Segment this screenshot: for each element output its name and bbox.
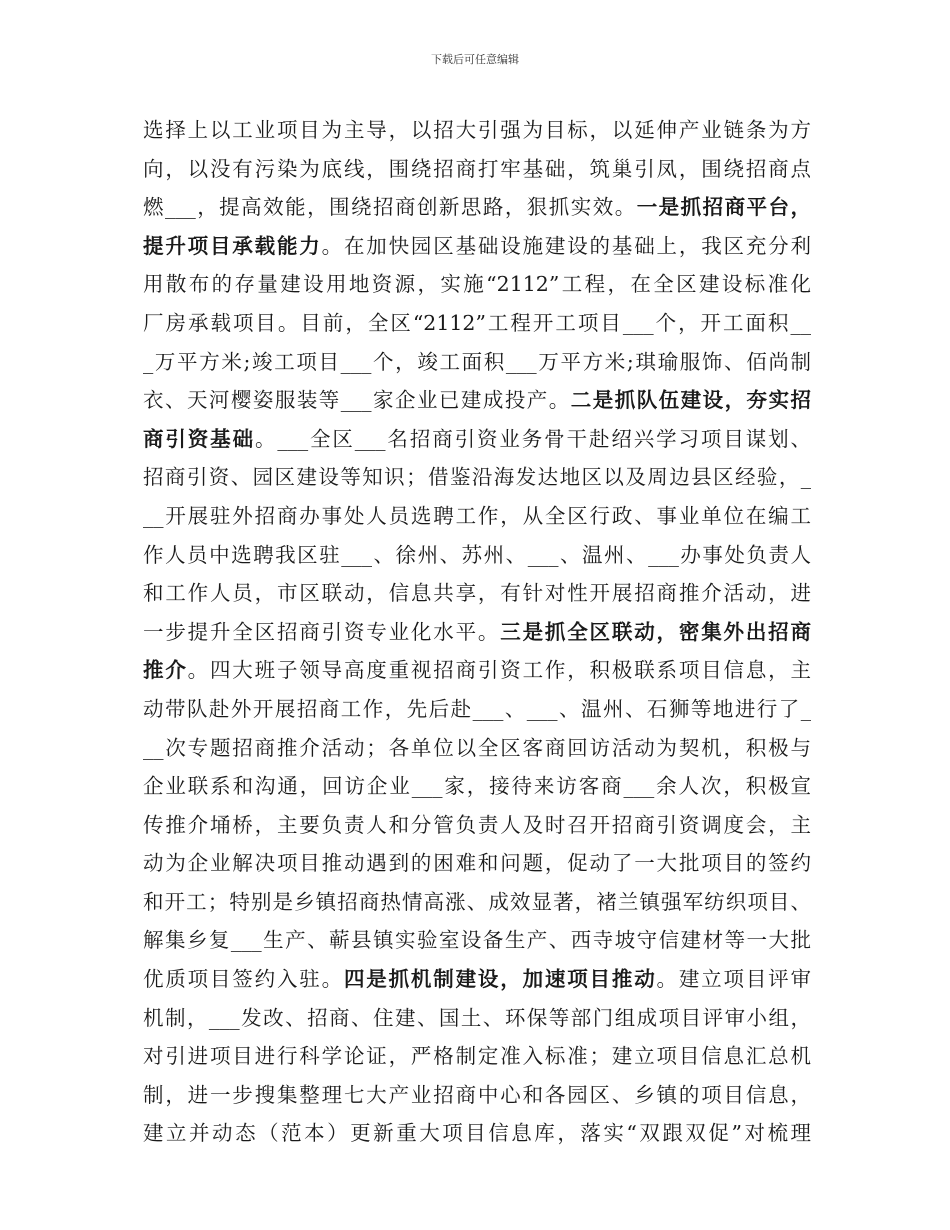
text-segment: 向，以没有污染为底线，围绕招商打牢基础，筑巢引凤，围绕招商点 bbox=[143, 156, 811, 181]
text-line bbox=[143, 343, 811, 382]
bold-heading-segment: 提升项目承载能力 bbox=[143, 233, 322, 258]
text-line bbox=[143, 767, 811, 806]
text-segment: 招商引资、园区建设等知识；借鉴沿海发达地区以及周边县区经验，_ bbox=[143, 465, 811, 490]
text-segment: 和工作人员，市区联动，信息共享，有针对性开展招商推介活动，进 bbox=[143, 581, 811, 606]
text-line bbox=[143, 1114, 811, 1153]
text-line bbox=[143, 227, 811, 266]
bold-heading-segment: 四是抓机制建设，加速项目推动 bbox=[343, 967, 657, 992]
text-segment: 动为企业解决项目推动遇到的困难和问题，促动了一大批项目的签约 bbox=[143, 851, 811, 876]
text-segment: 一步提升全区招商引资专业化水平。 bbox=[143, 619, 501, 644]
text-line bbox=[143, 265, 811, 304]
text-segment: 机制，___发改、招商、住建、国土、环保等部门组成项目评审小组， bbox=[143, 1005, 811, 1030]
text-line bbox=[143, 960, 811, 999]
text-segment: 优质项目签约入驻。 bbox=[143, 967, 344, 992]
text-segment: 对引进项目进行科学论证，严格制定准入标准；建立项目信息汇总机 bbox=[143, 1044, 811, 1069]
text-line bbox=[143, 883, 811, 922]
text-line bbox=[143, 1076, 811, 1115]
bold-heading-segment: 推介 bbox=[143, 658, 188, 683]
bold-heading-segment: 三是抓全区联动，密集外出招商 bbox=[500, 619, 812, 644]
text-line bbox=[143, 613, 811, 652]
text-line bbox=[143, 921, 811, 960]
text-line bbox=[143, 536, 811, 575]
text-line bbox=[143, 188, 811, 227]
text-line bbox=[143, 574, 811, 613]
document-body bbox=[143, 111, 811, 1153]
text-segment: 。___全区___名招商引资业务骨干赴绍兴学习项目谋划、 bbox=[254, 426, 812, 451]
text-segment: 厂房承载项目。目前，全区“2112”工程开工项目___个，开工面积__ bbox=[143, 310, 811, 335]
text-segment: _万平方米;竣工项目___个，竣工面积___万平方米;琪瑜服饰、佰尚制 bbox=[143, 349, 811, 374]
text-segment: 燃___，提高效能，围绕招商创新思路，狠抓实效。 bbox=[143, 195, 637, 220]
text-line bbox=[143, 729, 811, 768]
text-line bbox=[143, 651, 811, 690]
text-line bbox=[143, 381, 811, 420]
text-segment: 解集乡复___生产、蕲县镇实验室设备生产、西寺坡守信建材等一大批 bbox=[143, 928, 811, 953]
text-line bbox=[143, 1037, 811, 1076]
text-line bbox=[143, 304, 811, 343]
text-line bbox=[143, 844, 811, 883]
text-line bbox=[143, 111, 811, 150]
text-segment: 作人员中选聘我区驻___、徐州、苏州、___、温州、___办事处负责人 bbox=[143, 542, 811, 567]
text-segment: 企业联系和沟通，回访企业___家，接待来访客商___余人次，积极宣 bbox=[143, 774, 811, 799]
text-segment: 动带队赴外开展招商工作，先后赴___、___、温州、石狮等地进行了_ bbox=[143, 696, 811, 721]
bold-heading-segment: 二是抓队伍建设，夯实招 bbox=[570, 388, 812, 413]
text-line bbox=[143, 690, 811, 729]
text-segment: 制，进一步搜集整理七大产业招商中心和各园区、乡镇的项目信息， bbox=[143, 1082, 811, 1107]
page-header: 下载后可任意编辑 bbox=[431, 53, 519, 66]
text-segment: 传推介埇桥，主要负责人和分管负责人及时召开招商引资调度会，主 bbox=[143, 812, 811, 837]
bold-heading-segment: 一是抓招商平台， bbox=[636, 195, 812, 220]
bold-heading-segment: 商引资基础 bbox=[143, 426, 255, 451]
text-segment: 。四大班子领导高度重视招商引资工作，积极联系项目信息，主 bbox=[187, 658, 811, 683]
text-line bbox=[143, 999, 811, 1038]
text-segment: 。在加快园区基础设施建设的基础上，我区充分利 bbox=[321, 233, 812, 258]
text-line bbox=[143, 420, 811, 459]
text-line bbox=[143, 150, 811, 189]
text-segment: __开展驻外招商办事处人员选聘工作，从全区行政、事业单位在编工 bbox=[143, 503, 811, 528]
text-segment: __次专题招商推介活动；各单位以全区客商回访活动为契机，积极与 bbox=[143, 735, 811, 760]
text-line bbox=[143, 458, 811, 497]
text-segment: 衣、天河樱姿服装等___家企业已建成投产。 bbox=[143, 388, 571, 413]
text-line bbox=[143, 497, 811, 536]
text-segment: 和开工；特别是乡镇招商热情高涨、成效显著，褚兰镇强军纺织项目、 bbox=[143, 889, 811, 914]
text-segment: 。建立项目评审 bbox=[656, 967, 812, 992]
text-segment: 建立并动态（范本）更新重大项目信息库，落实“双跟双促”对梳理 bbox=[143, 1121, 811, 1146]
text-line bbox=[143, 806, 811, 845]
text-segment: 选择上以工业项目为主导，以招大引强为目标，以延伸产业链条为方 bbox=[143, 118, 811, 142]
text-segment: 用散布的存量建设用地资源，实施“2112”工程，在全区建设标准化 bbox=[143, 272, 811, 297]
